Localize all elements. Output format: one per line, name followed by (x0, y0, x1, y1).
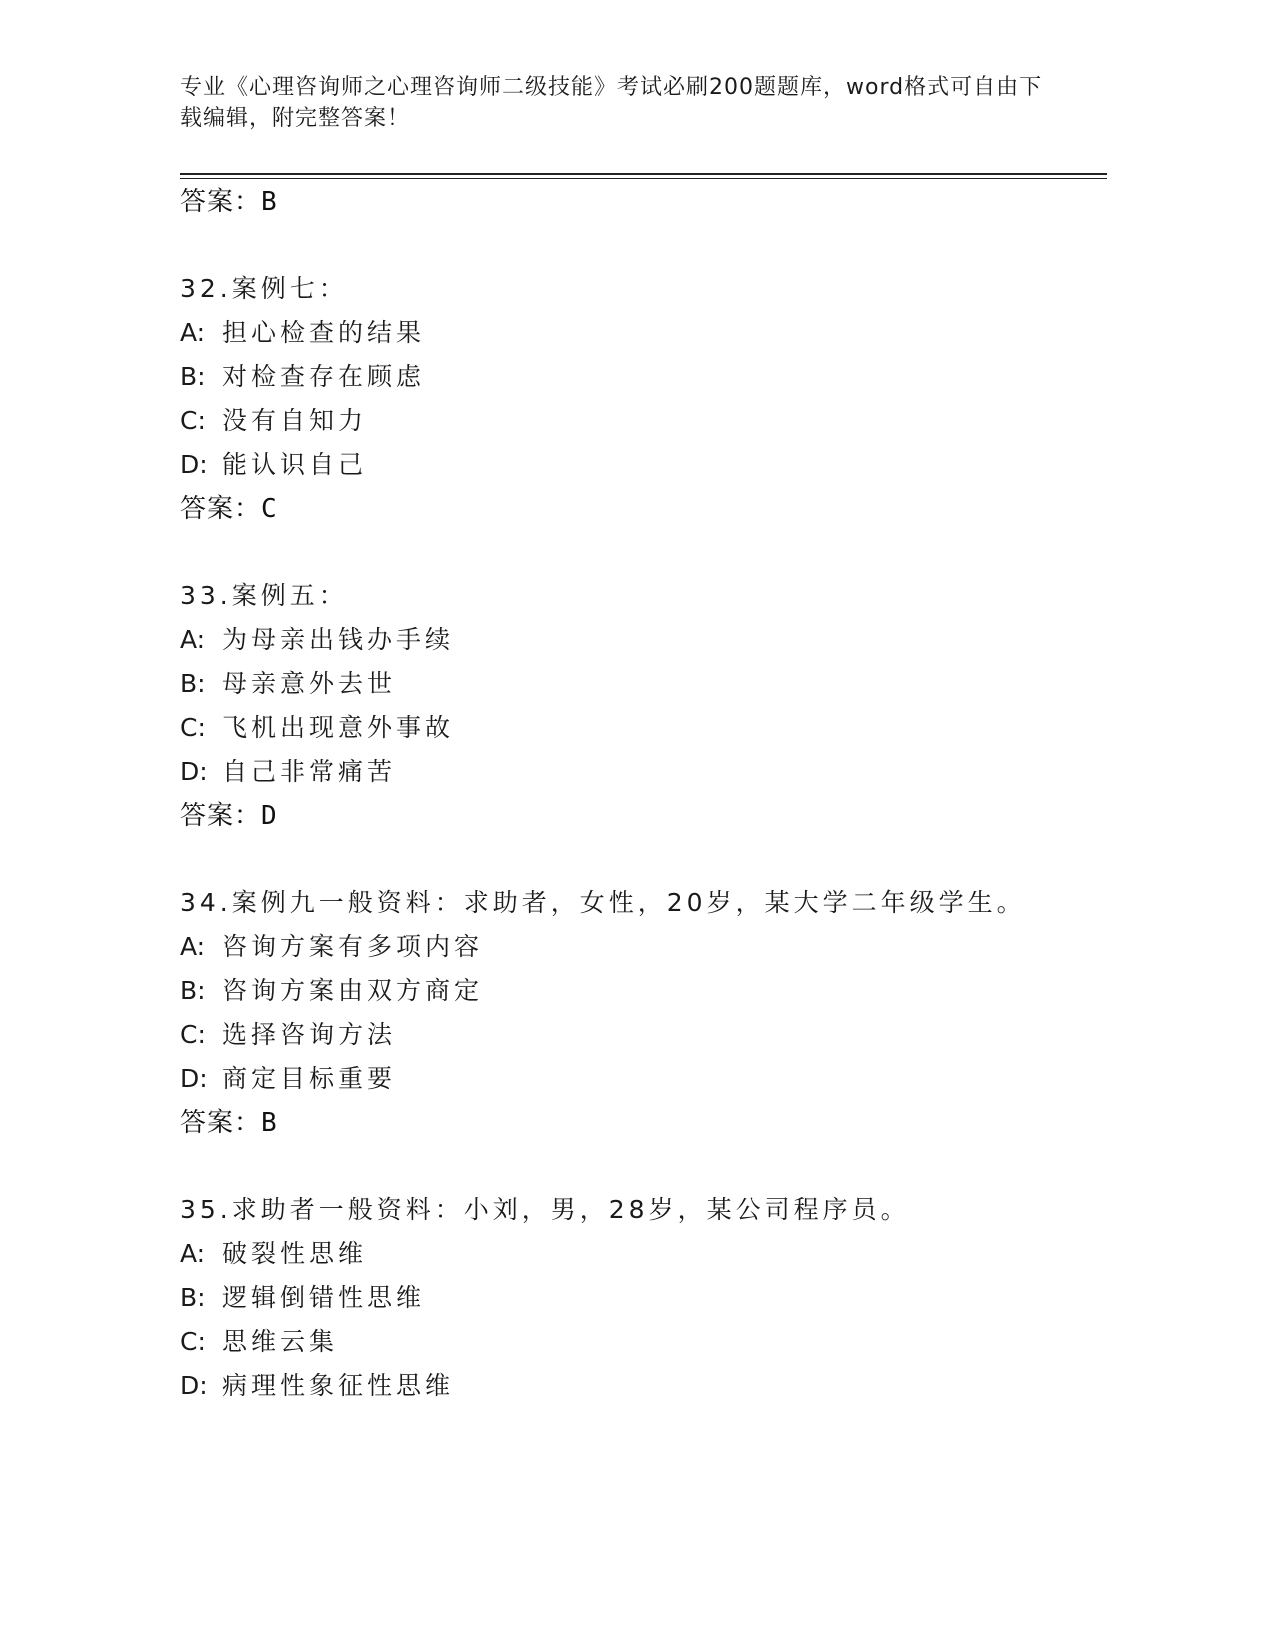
option-key: B: (180, 669, 206, 698)
option-key: C: (180, 1327, 206, 1356)
option-c (180, 706, 1110, 750)
option-text: 对检查存在顾虑 (222, 362, 426, 391)
answer-label: 答案： (180, 801, 262, 831)
option-text: 选择咨询方法 (222, 1020, 397, 1049)
option-text: 担心检查的结果 (222, 318, 426, 347)
option-key: A: (180, 318, 206, 347)
option-key: A: (180, 625, 206, 654)
answer-value: D (261, 801, 278, 831)
page-header: 专业《心理咨询师之心理咨询师二级技能》考试必刷200题题库，word格式可自由下载编辑，附完整答案！ (180, 75, 1043, 131)
option-text: 思维云集 (222, 1327, 339, 1356)
question-list (180, 180, 1110, 1408)
option-a (180, 311, 1110, 355)
question-stem: 33.案例五： (180, 581, 348, 610)
option-text: 母亲意外去世 (222, 669, 397, 698)
spacer (180, 224, 1110, 267)
option-d (180, 750, 1110, 794)
question-stem: 34.案例九一般资料：求助者，女性，20岁，某大学二年级学生。 (180, 888, 1026, 917)
answer-value: C (261, 494, 278, 524)
option-a (180, 618, 1110, 662)
option-c (180, 399, 1110, 443)
header-rule-thin (180, 178, 1107, 179)
option-key: A: (180, 1239, 206, 1268)
answer-line (180, 180, 1110, 224)
answer-label: 答案： (180, 187, 262, 217)
option-key: D: (180, 757, 208, 786)
answer-line (180, 1101, 1110, 1145)
spacer (180, 531, 1110, 574)
option-key: C: (180, 1020, 206, 1049)
option-text: 自己非常痛苦 (222, 757, 397, 786)
question-block (180, 574, 1110, 838)
option-key: B: (180, 976, 206, 1005)
question-block (180, 1188, 1110, 1408)
option-d (180, 1057, 1110, 1101)
option-key: B: (180, 362, 206, 391)
option-d (180, 443, 1110, 487)
answer-label: 答案： (180, 494, 262, 524)
option-key: A: (180, 932, 206, 961)
question-stem: 32.案例七： (180, 274, 348, 303)
option-c (180, 1013, 1110, 1057)
option-key: C: (180, 713, 206, 742)
spacer (180, 838, 1110, 881)
option-b (180, 662, 1110, 706)
option-key: C: (180, 406, 206, 435)
answer-label: 答案： (180, 1108, 262, 1138)
answer-value: B (261, 187, 278, 217)
option-key: D: (180, 1371, 208, 1400)
option-key: D: (180, 1064, 208, 1093)
option-text: 为母亲出钱办手续 (222, 625, 455, 654)
answer-line (180, 794, 1110, 838)
option-text: 商定目标重要 (222, 1064, 397, 1093)
option-b (180, 969, 1110, 1013)
option-text: 咨询方案由双方商定 (222, 976, 484, 1005)
option-d (180, 1364, 1110, 1408)
question-block (180, 267, 1110, 531)
option-key: B: (180, 1283, 206, 1312)
spacer (180, 1145, 1110, 1188)
header-rule-thick (180, 173, 1107, 175)
option-a (180, 1232, 1110, 1276)
answer-value: B (261, 1108, 278, 1138)
option-text: 破裂性思维 (222, 1239, 368, 1268)
question-stem: 35.求助者一般资料：小刘，男，28岁，某公司程序员。 (180, 1195, 910, 1224)
option-c (180, 1320, 1110, 1364)
option-a (180, 925, 1110, 969)
answer-line (180, 487, 1110, 531)
question-block (180, 881, 1110, 1145)
option-text: 没有自知力 (222, 406, 368, 435)
option-text: 病理性象征性思维 (222, 1371, 455, 1400)
option-text: 飞机出现意外事故 (222, 713, 455, 742)
option-text: 能认识自己 (222, 450, 368, 479)
option-text: 逻辑倒错性思维 (222, 1283, 426, 1312)
option-b (180, 1276, 1110, 1320)
option-key: D: (180, 450, 208, 479)
option-text: 咨询方案有多项内容 (222, 932, 484, 961)
option-b (180, 355, 1110, 399)
